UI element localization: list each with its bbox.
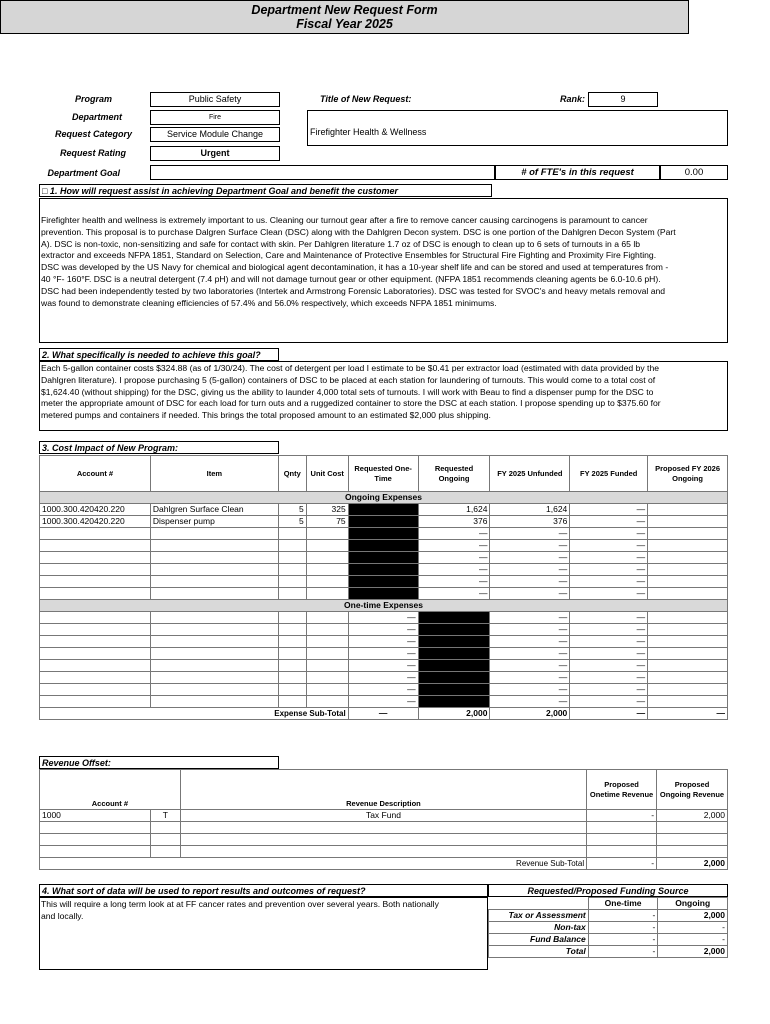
table-row[interactable]: Fund Balance - - xyxy=(489,934,728,946)
program-field[interactable]: Public Safety xyxy=(150,92,280,107)
col-item: Item xyxy=(150,456,278,492)
table-row[interactable]: — — — xyxy=(40,660,728,672)
table-row[interactable]: — — — xyxy=(40,684,728,696)
redacted-cell xyxy=(348,516,418,528)
rank-label: Rank: xyxy=(559,94,585,104)
table-row[interactable]: 1000.300.420420.220 Dahlgren Surface Clean 5 325 1,624 1,624 — xyxy=(40,504,728,516)
redacted-cell xyxy=(418,672,490,684)
table-row[interactable]: — — — xyxy=(40,528,728,540)
rank-field[interactable]: 9 xyxy=(588,92,658,107)
table-row[interactable]: Non-tax - - xyxy=(489,922,728,934)
funding-heading: Requested/Proposed Funding Source xyxy=(488,884,728,897)
table-row[interactable]: — — — xyxy=(40,588,728,600)
table-row[interactable]: — — — xyxy=(40,564,728,576)
col-requested-onetime: Requested One-Time xyxy=(348,456,418,492)
revenue-table xyxy=(39,769,728,870)
table-row[interactable]: — — — xyxy=(40,672,728,684)
request-category-label: Request Category xyxy=(54,129,132,139)
funding-col-ongoing: Ongoing xyxy=(658,898,728,910)
table-row[interactable]: 1000.300.420420.220 Dispenser pump 5 75 376 376 — xyxy=(40,516,728,528)
revenue-onetime-col: Proposed Onetime Revenue xyxy=(587,770,657,810)
table-row[interactable]: Tax or Assessment - 2,000 xyxy=(489,910,728,922)
q2-heading: 2. What specifically is needed to achieve this goal? xyxy=(39,348,279,361)
col-qnty: Qnty xyxy=(278,456,306,492)
onetime-expenses-band: One-time Expenses xyxy=(40,600,728,612)
redacted-cell xyxy=(348,588,418,600)
redacted-cell xyxy=(418,636,490,648)
table-row[interactable]: 1000 T Tax Fund - 2,000 xyxy=(40,810,728,822)
department-goal-field[interactable] xyxy=(150,165,495,180)
revenue-account-col: Account # xyxy=(40,770,181,810)
expense-subtotal-row: Expense Sub-Total — 2,000 2,000 — — xyxy=(40,708,728,720)
department-label: Department xyxy=(71,112,122,122)
table-row[interactable]: — — — xyxy=(40,624,728,636)
department-goal-label: Department Goal xyxy=(47,168,120,178)
request-rating-label: Request Rating xyxy=(59,148,126,158)
form-subtitle: Fiscal Year 2025 xyxy=(296,17,393,31)
table-row[interactable]: — — — xyxy=(40,636,728,648)
q1-heading: □ 1. How will request assist in achieving Department Goal and benefit the customer xyxy=(39,184,492,197)
request-title-field[interactable]: Firefighter Health & Wellness xyxy=(307,110,728,146)
q1-answer-text: Firefighter health and wellness is extremely important to us. Cleaning our turnout gear after a fire to remove cancer causing carcinogens is paramount to cancer prevention. This proposal is to purchase Dalgren Surface Clean (DSC) along with the Dahlgren Decon system. DSC is one portion of the Dahlgren Decon System (Part A). DSC is non-toxic, non-sensitizing and safe for contact with skin. Per Dahlgren literature 1.7 oz of DSC is enough to clean up to 6 sets of turnouts in a 65 lb extractor and exceeds NFPA 1851, Standard on Selection, Care and Maintenance of Protective Ensembles for Structural Fire Fighting and Proximity Fire Fighting. DSC was developed by the US Navy for chemical and biological agent decontamination, it has a 10-year shelf life and can be stored and used at temperatures from - 40 °F- 160°F. DSC is a neutral detergent (7.4 pH) and will not damage turnout gear or other equipment. (NFPA 1851 recommends cleaning agents be 6.0-10.6 pH). DSC had been independently tested by two laboratories (Intertek and Armstrong Forensic Laboratories). DSC was tested for SVOC's and heavy metals removal and was found to demonstrate cleaning efficiencies of 57.4% and 56.0% respectively, which exceeds NFPA 1851 minimums. xyxy=(41,215,676,308)
redacted-cell xyxy=(418,648,490,660)
table-row[interactable]: — — — xyxy=(40,540,728,552)
redacted-cell xyxy=(348,564,418,576)
table-row[interactable]: Total - 2,000 xyxy=(489,946,728,958)
col-account: Account # xyxy=(40,456,151,492)
revenue-ongoing-col: Proposed Ongoing Revenue xyxy=(657,770,728,810)
redacted-cell xyxy=(348,576,418,588)
redacted-cell xyxy=(418,684,490,696)
table-row[interactable]: — — — xyxy=(40,576,728,588)
redacted-cell xyxy=(418,612,490,624)
col-fy2025-unfunded: FY 2025 Unfunded xyxy=(490,456,570,492)
fte-label: # of FTE's in this request xyxy=(495,165,660,180)
form-title: Department New Request Form xyxy=(251,3,438,17)
ongoing-expenses-band: Ongoing Expenses xyxy=(40,492,728,504)
q4-answer-text: This will require a long term look at at FF cancer rates and prevention over several years. Both nationally and locally. xyxy=(41,899,439,921)
redacted-cell xyxy=(418,696,490,708)
funding-col-onetime: One-time xyxy=(588,898,658,910)
program-label: Program xyxy=(74,94,112,104)
col-requested-ongoing: Requested Ongoing xyxy=(418,456,490,492)
revenue-heading: Revenue Offset: xyxy=(39,756,279,769)
col-unit-cost: Unit Cost xyxy=(306,456,348,492)
redacted-cell xyxy=(348,552,418,564)
q4-heading: 4. What sort of data will be used to report results and outcomes of request? xyxy=(39,884,488,897)
table-row[interactable] xyxy=(40,846,728,858)
table-row[interactable]: — — — xyxy=(40,696,728,708)
funding-table xyxy=(488,897,728,958)
q2-answer-text: Each 5-gallon container costs $324.88 (as of 1/30/24). The cost of detergent per load I estimate to be $0.41 per extractor load (estimated with data provided by the Dahlgren literature). I propose purchasing 5 (5-gallon) containers of DSC to be placed at each station for laundering of turnouts. This would come to a total cost of $1,624.40 (without shipping) for the DSC, giving us the ability to launder 4,000 total sets of turnouts. I will work with Beau to find a dispenser pump for the DSC to meter the appropriate amount of DSC for each load for turn outs and a ruggedized container to store the DSC at each station. I propose spending up to $375.60 for metered pumps and containers if needed. This brings the total proposed amount to an estimated $2,000 plus shipping. xyxy=(41,363,661,421)
redacted-cell xyxy=(418,660,490,672)
table-row[interactable]: — — — xyxy=(40,552,728,564)
fte-field[interactable]: 0.00 xyxy=(660,165,728,180)
table-row[interactable] xyxy=(40,822,728,834)
redacted-cell xyxy=(348,528,418,540)
department-field[interactable]: Fire xyxy=(150,110,280,125)
revenue-desc-col: Revenue Description xyxy=(180,770,586,810)
col-proposed-fy2026: Proposed FY 2026 Ongoing xyxy=(648,456,728,492)
table-row[interactable]: — — — xyxy=(40,648,728,660)
redacted-cell xyxy=(418,624,490,636)
revenue-subtotal-row: Revenue Sub-Total - 2,000 xyxy=(40,858,728,870)
form-title-banner xyxy=(0,0,689,34)
table-row[interactable]: — — — xyxy=(40,612,728,624)
request-rating-field[interactable]: Urgent xyxy=(150,146,280,161)
table-row[interactable] xyxy=(40,834,728,846)
request-title-label: Title of New Request: xyxy=(320,94,412,104)
redacted-cell xyxy=(348,504,418,516)
col-fy2025-funded: FY 2025 Funded xyxy=(570,456,648,492)
q3-heading: 3. Cost Impact of New Program: xyxy=(39,441,279,454)
cost-table xyxy=(39,455,728,720)
redacted-cell xyxy=(348,540,418,552)
request-category-field[interactable]: Service Module Change xyxy=(150,127,280,142)
